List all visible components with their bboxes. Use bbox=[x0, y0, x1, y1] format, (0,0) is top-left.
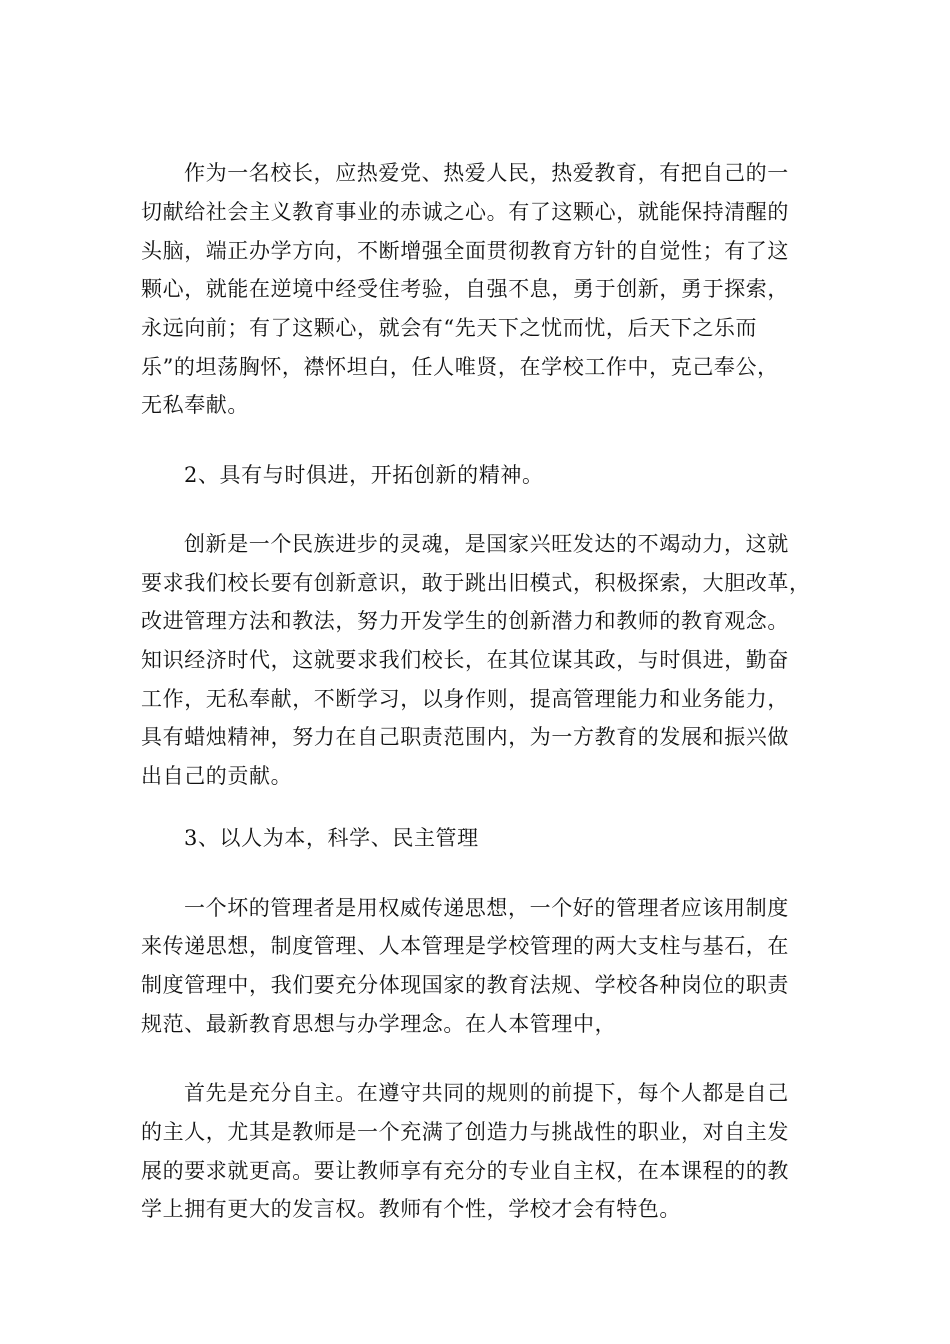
paragraph-3-line-1: 一个坏的管理者是用权威传递思想，一个好的管理者应该用制度 bbox=[184, 896, 789, 920]
paragraph-1-line-3: 头脑，端正办学方向，不断增强全面贯彻教育方针的自觉性；有了这 bbox=[141, 239, 789, 263]
paragraph-3-line-3: 制度管理中，我们要充分体现国家的教育法规、学校各种岗位的职责 bbox=[141, 973, 789, 997]
paragraph-1-line-4: 颗心，就能在逆境中经受住考验，自强不息，勇于创新，勇于探索， bbox=[141, 277, 789, 301]
section-heading-3: 3、以人为本，科学、民主管理 bbox=[184, 826, 479, 850]
section-heading-2: 2、具有与时俱进，开拓创新的精神。 bbox=[184, 463, 544, 487]
paragraph-2-line-6: 具有蜡烛精神，努力在自己职责范围内，为一方教育的发展和振兴做 bbox=[141, 725, 789, 749]
paragraph-4-line-3: 展的要求就更高。要让教师享有充分的专业自主权，在本课程的的教 bbox=[141, 1159, 789, 1183]
paragraph-4-line-2: 的主人，尤其是教师是一个充满了创造力与挑战性的职业，对自主发 bbox=[141, 1120, 789, 1144]
paragraph-4-line-4: 学上拥有更大的发言权。教师有个性，学校才会有特色。 bbox=[141, 1197, 681, 1221]
paragraph-2-line-2: 要求我们校长要有创新意识，敢于跳出旧模式，积极探索，大胆改革， bbox=[141, 571, 811, 595]
paragraph-2-line-7: 出自己的贡献。 bbox=[141, 764, 293, 788]
paragraph-1-line-7: 无私奉献。 bbox=[141, 393, 249, 417]
paragraph-2-line-4: 知识经济时代，这就要求我们校长，在其位谋其政，与时俱进，勤奋 bbox=[141, 648, 789, 672]
paragraph-1-line-5: 永远向前；有了这颗心，就会有“先天下之忧而忧，后天下之乐而 bbox=[141, 316, 758, 340]
paragraph-3-line-2: 来传递思想，制度管理、人本管理是学校管理的两大支柱与基石，在 bbox=[141, 934, 789, 958]
paragraph-1-line-2: 切献给社会主义教育事业的赤诚之心。有了这颗心，就能保持清醒的 bbox=[141, 200, 789, 224]
paragraph-1-line-6: 乐”的坦荡胸怀，襟怀坦白，任人唯贤，在学校工作中，克己奉公， bbox=[141, 355, 779, 379]
paragraph-2-line-3: 改进管理方法和教法，努力开发学生的创新潜力和教师的教育观念。 bbox=[141, 609, 789, 633]
paragraph-2-line-1: 创新是一个民族进步的灵魂，是国家兴旺发达的不竭动力，这就 bbox=[184, 532, 789, 556]
paragraph-4-line-1: 首先是充分自主。在遵守共同的规则的前提下，每个人都是自己 bbox=[184, 1081, 789, 1105]
paragraph-2-line-5: 工作，无私奉献，不断学习，以身作则，提高管理能力和业务能力， bbox=[141, 687, 789, 711]
paragraph-1-line-1: 作为一名校长，应热爱党、热爱人民，热爱教育，有把自己的一 bbox=[184, 161, 789, 185]
paragraph-3-line-4: 规范、最新教育思想与办学理念。在人本管理中， bbox=[141, 1012, 617, 1036]
